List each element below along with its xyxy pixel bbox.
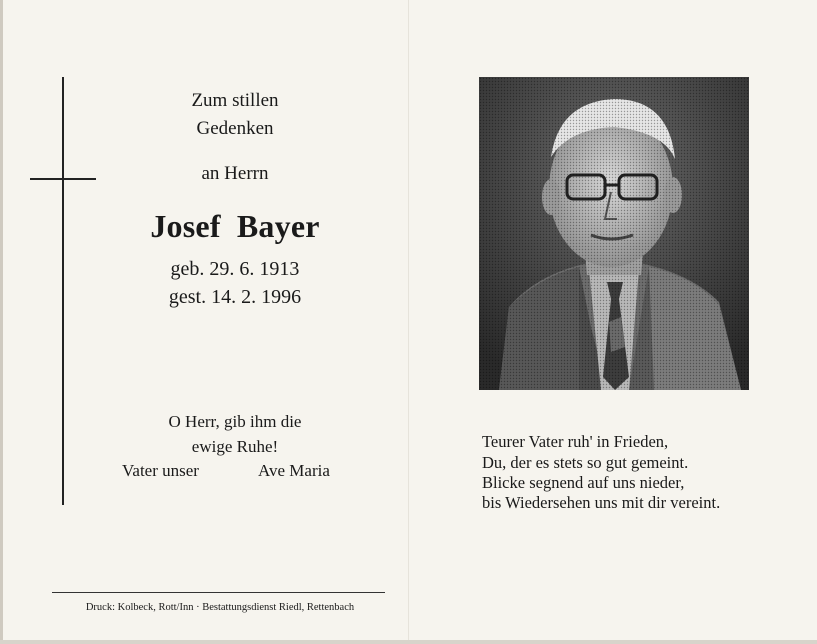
prayer-item-ave-maria: Ave Maria [258, 461, 330, 480]
death-date: gest. 14. 2. 1996 [168, 286, 302, 308]
poem-line-1: Teurer Vater ruh' in Frieden, [482, 432, 669, 451]
heading-line-3: an Herrn [201, 163, 269, 184]
prayer-item-vater-unser: Vater unser [122, 461, 199, 480]
portrait-photo-icon [479, 77, 749, 390]
cross-icon-horizontal [30, 178, 96, 180]
portrait-photo [479, 77, 749, 390]
heading-line-2: Gedenken [196, 118, 274, 139]
heading-line-1: Zum stillen [191, 90, 279, 111]
prayer-line-1: O Herr, gib ihm die [168, 412, 302, 431]
cross-icon-vertical [62, 77, 64, 505]
birth-date: geb. 29. 6. 1913 [170, 258, 300, 280]
poem-line-3: Blicke segnend auf uns nieder, [482, 473, 685, 492]
prayer-line-2: ewige Ruhe! [191, 437, 279, 456]
imprint-divider [52, 592, 385, 593]
imprint-text: Druck: Kolbeck, Rott/Inn · Bestattungsdienst Riedl, Rettenbach [85, 602, 355, 613]
card-edge-left [0, 0, 3, 644]
poem-line-2: Du, der es stets so gut gemeint. [482, 453, 689, 472]
card-edge-bottom [0, 640, 817, 644]
card-fold-line [408, 0, 409, 644]
poem-line-4: bis Wiedersehen uns mit dir vereint. [482, 493, 721, 512]
deceased-name: Josef Bayer [150, 208, 320, 244]
